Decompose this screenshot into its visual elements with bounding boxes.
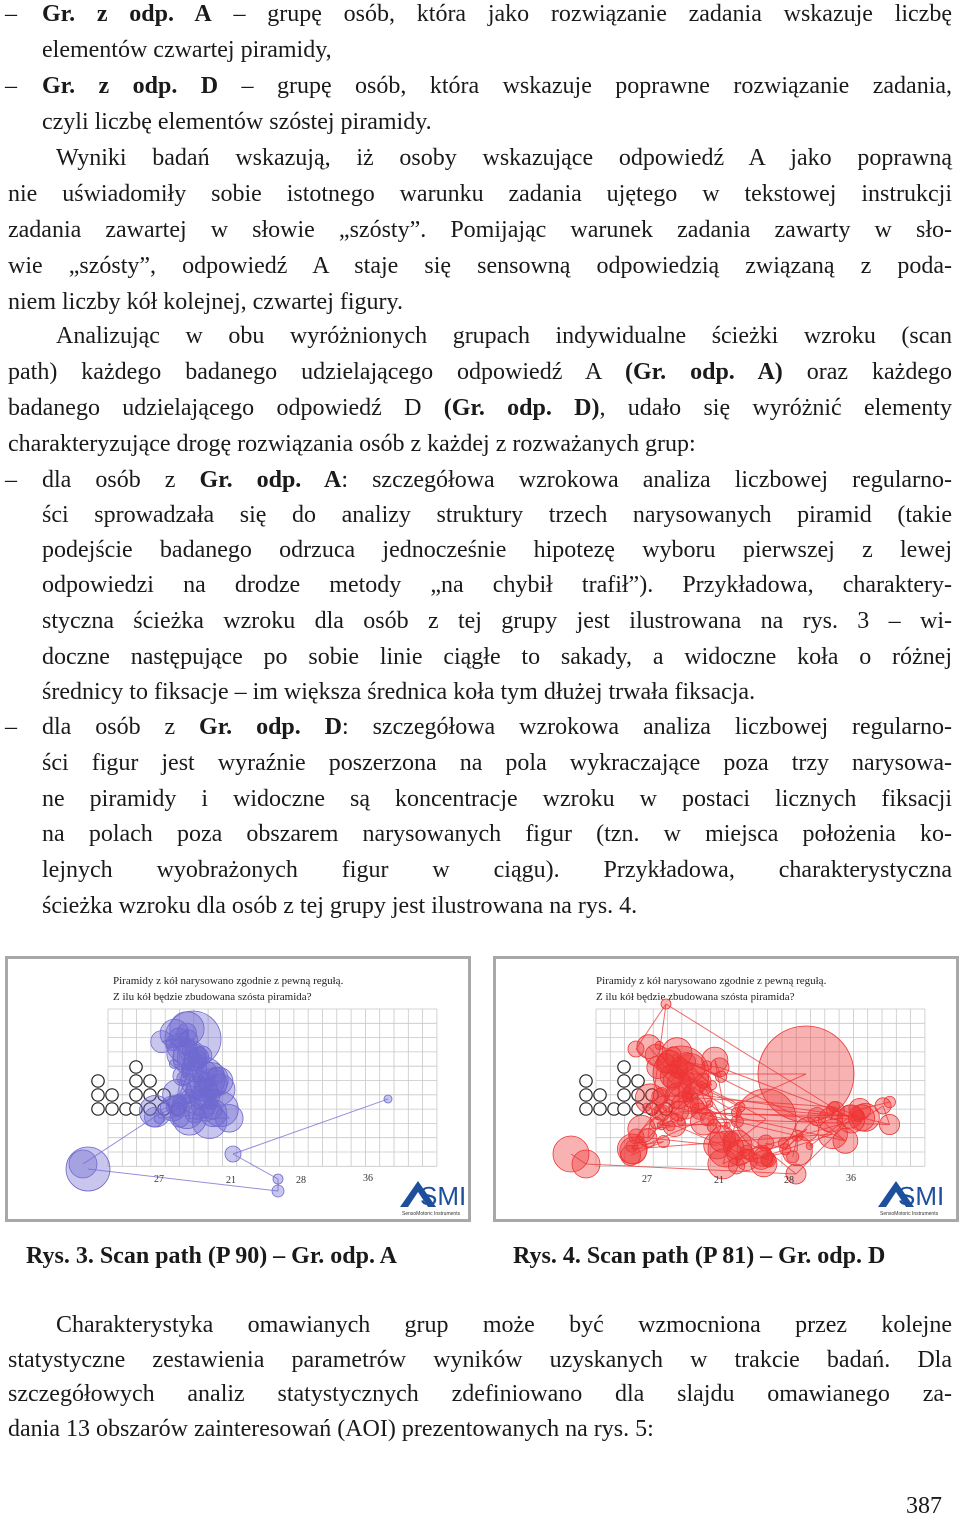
pyramid-circle [618,1061,630,1073]
tick-label: 28 [784,1175,794,1186]
tick-label: 21 [714,1175,724,1186]
figure-3-caption: Rys. 3. Scan path (P 90) – Gr. odp. A [26,1238,397,1274]
pyramid-circle [618,1103,630,1115]
svg-text:SensoMotoric Instruments: SensoMotoric Instruments [402,1211,461,1217]
fixation-circle [706,1101,713,1108]
list-dash: – [5,0,17,32]
pyramid-circle [106,1103,118,1115]
pyramid-circle [106,1089,118,1101]
slide-question-2: Z ilu kół będzie zbudowana szósta piramida? [596,991,795,1003]
pyramid-circle [580,1075,592,1087]
smi-logo-icon [878,1181,944,1217]
fixation-circle [165,1011,221,1067]
svg-text:SMI: SMI [420,1181,466,1211]
fixation-circle [653,1046,709,1102]
fixation-circle [181,1057,225,1101]
list1-item-2: – Gr. z odp. D – grupę osób, która wskazuje poprawne rozwiązanie zadania, [0,68,960,104]
page-number: 387 [906,1488,942,1524]
pyramid-circle [130,1089,142,1101]
pyramid-circle [92,1075,104,1087]
fixation-circle [710,1058,729,1077]
list-dash: – [5,462,17,498]
scanpath-image [496,959,956,1219]
fixation-circle [628,1041,644,1057]
svg-text:SensoMotoric Instruments: SensoMotoric Instruments [880,1211,939,1217]
pyramid-circle [618,1089,630,1101]
fixation-circle [620,1137,647,1164]
fixation-circle [663,1113,686,1136]
pyramid-circle [580,1103,592,1115]
list-dash: – [5,709,17,745]
pyramid-circle [130,1075,142,1087]
slide-question-1: Piramidy z kół narysowano zgodnie z pewną regułą. [113,975,344,987]
fixation-circle [572,1150,600,1178]
tick-label: 36 [846,1173,856,1184]
fixation-circle [875,1098,891,1114]
fixation-circle [707,1081,716,1090]
pyramid-circle [130,1061,142,1073]
fixation-circle [657,1136,669,1148]
fixation-circle [837,1105,865,1133]
saccade-line [88,1169,278,1191]
fixation-circle [761,1152,776,1167]
figure-scanpath-a [5,956,471,1222]
tick-label: 27 [642,1174,652,1185]
pyramid-circle [144,1075,156,1087]
fixation-circle [736,1089,796,1149]
pyramid-circle [632,1075,644,1087]
fixation-circle [806,1143,813,1150]
pyramid-circle [594,1103,606,1115]
slide-question-1: Piramidy z kół narysowano zgodnie z pewną regułą. [596,975,827,987]
fixation-circle [272,1185,284,1197]
fixation-circle [273,1174,283,1184]
group-label-d: Gr. z odp. D [42,73,218,99]
tick-label: 36 [363,1173,373,1184]
slide-question-2: Z ilu kół będzie zbudowana szósta piramida? [113,991,312,1003]
pyramid-circle [92,1103,104,1115]
tick-label: 27 [154,1174,164,1185]
fixation-circle [655,1041,663,1049]
tick-label: 21 [226,1175,236,1186]
pyramid-circle [92,1089,104,1101]
fixation-circle [66,1147,110,1191]
figure-4-caption: Rys. 4. Scan path (P 81) – Gr. odp. D [513,1238,885,1274]
pyramid-circle [580,1089,592,1101]
smi-logo-icon [400,1181,466,1217]
fixation-circle [879,1114,899,1134]
saccade-line [233,1099,388,1154]
pyramid-circle [618,1075,630,1087]
svg-text:SMI: SMI [898,1181,944,1211]
fixation-circle [661,999,671,1009]
tick-label: 28 [296,1175,306,1186]
list1-item-1: – Gr. z odp. A – grupę osób, która jako rozwiązanie zadania wskazuje liczbę [0,0,960,32]
pyramid-circle [594,1089,606,1101]
group-label-a: Gr. z odp. A [42,1,212,27]
list-dash: – [5,68,17,104]
fixation-circle [384,1095,392,1103]
scanpath-image [8,959,468,1219]
figure-scanpath-d [493,956,959,1222]
page: – Gr. z odp. A – grupę osób, która jako rozwiązanie zadania wskazuje liczbę elementów czwartej piramidy, – Gr. z odp. D – grupę osób, która wskazuje poprawne rozwiązanie zadania, czyli liczbę elementów szóstej piramidy. Wyniki badań wskazują, iż osoby wskazujące odpowiedź A jako poprawną nie uświadomiły sobie istotnego warunku zadania ujętego w tekstowej instrukcji zadania zawartej w słowie „szósty”. Pomijając warunek zadania zawarty w sło- wie „szósty”, odpowiedź A staje się sensowną odpowiedzią związaną z poda- niem liczby kół kolejnej, czwartej figury. Analizując w obu wyróżnionych grupach indywidualne ścieżki wzroku (scan path) każdego badanego udzielającego odpowiedź A (Gr. odp. A) oraz każdego badanego udzielającego odpowiedź D (Gr. odp. D), udało się wyróżnić elementy charakteryzujące drogę rozwiązania osób z każdej z rozważanych grup: – dla osób z Gr. odp. A: szczegółowa wzrokowa analiza liczbowej regularno- ści sprowadzała się do analizy struktury trzech narysowanych piramid (takie podejście badanego odrzuca jednocześnie hipotezę wyboru pierwszej z lewej odpowiedzi na drodze metody „na chybił trafił”). Przykładowa, charaktery- styczna ścieżka wzroku dla osób z tej grupy jest ilustrowana na rys. 3 – wi- doczne następujące po sobie linie ciągłe to sakady, a widoczne koła o różnej średnicy to fiksacje – im większa średnica koła tym dłużej trwała fiksacja. – dla osób z Gr. odp. D: szczegółowa wzrokowa analiza liczbowej regularno- ści figur jest wyraźnie poszerzona na pola wykraczające poza trzy narysowa- ne piramidy i widoczne są koncentracje wzroku w postaci licznych fiksacji na polach poza obszarem narysowanych figur (tzn. w miejsca położenia ko- lejnych wyobrażonych figur w ciągu). Przykładowa, charakterystyczna ścieżka wzroku dla osób z tej grupy jest ilustrowana na rys. 4. Piramidy z kół narysowano zgodnie z pewną regułą. Z ilu kół będzie zbudowana szósta piramida? 27 21 28 36 SMI SensoMotoric Instruments Piramidy z kół narysowano zgodnie z pewną regułą. Z ilu kół będzie zbudowana szósta piramida? 27 21 28 36 SMI SensoMotoric Instruments Rys. 3. Scan path (P 90) – Gr. odp. A Rys. 4. Scan path (P 81) – Gr. odp. D Charakterystyka omawianych grup może być wzmocniona przez kolejne statystyczne zestawienia parametrów wyników uzyskanych w trakcie badań. Dla szczegółowych analiz statystycznych zdefiniowano dla slajdu omawianego za- dania 13 obszarów zainteresowań (AOI) prezentowanych na rys. 5: 387 [0,0,960,1522]
fixation-circle [708,1131,744,1167]
fixation-circle [643,1103,651,1111]
fixation-circle [701,1112,715,1126]
fixation-circle [225,1146,241,1162]
